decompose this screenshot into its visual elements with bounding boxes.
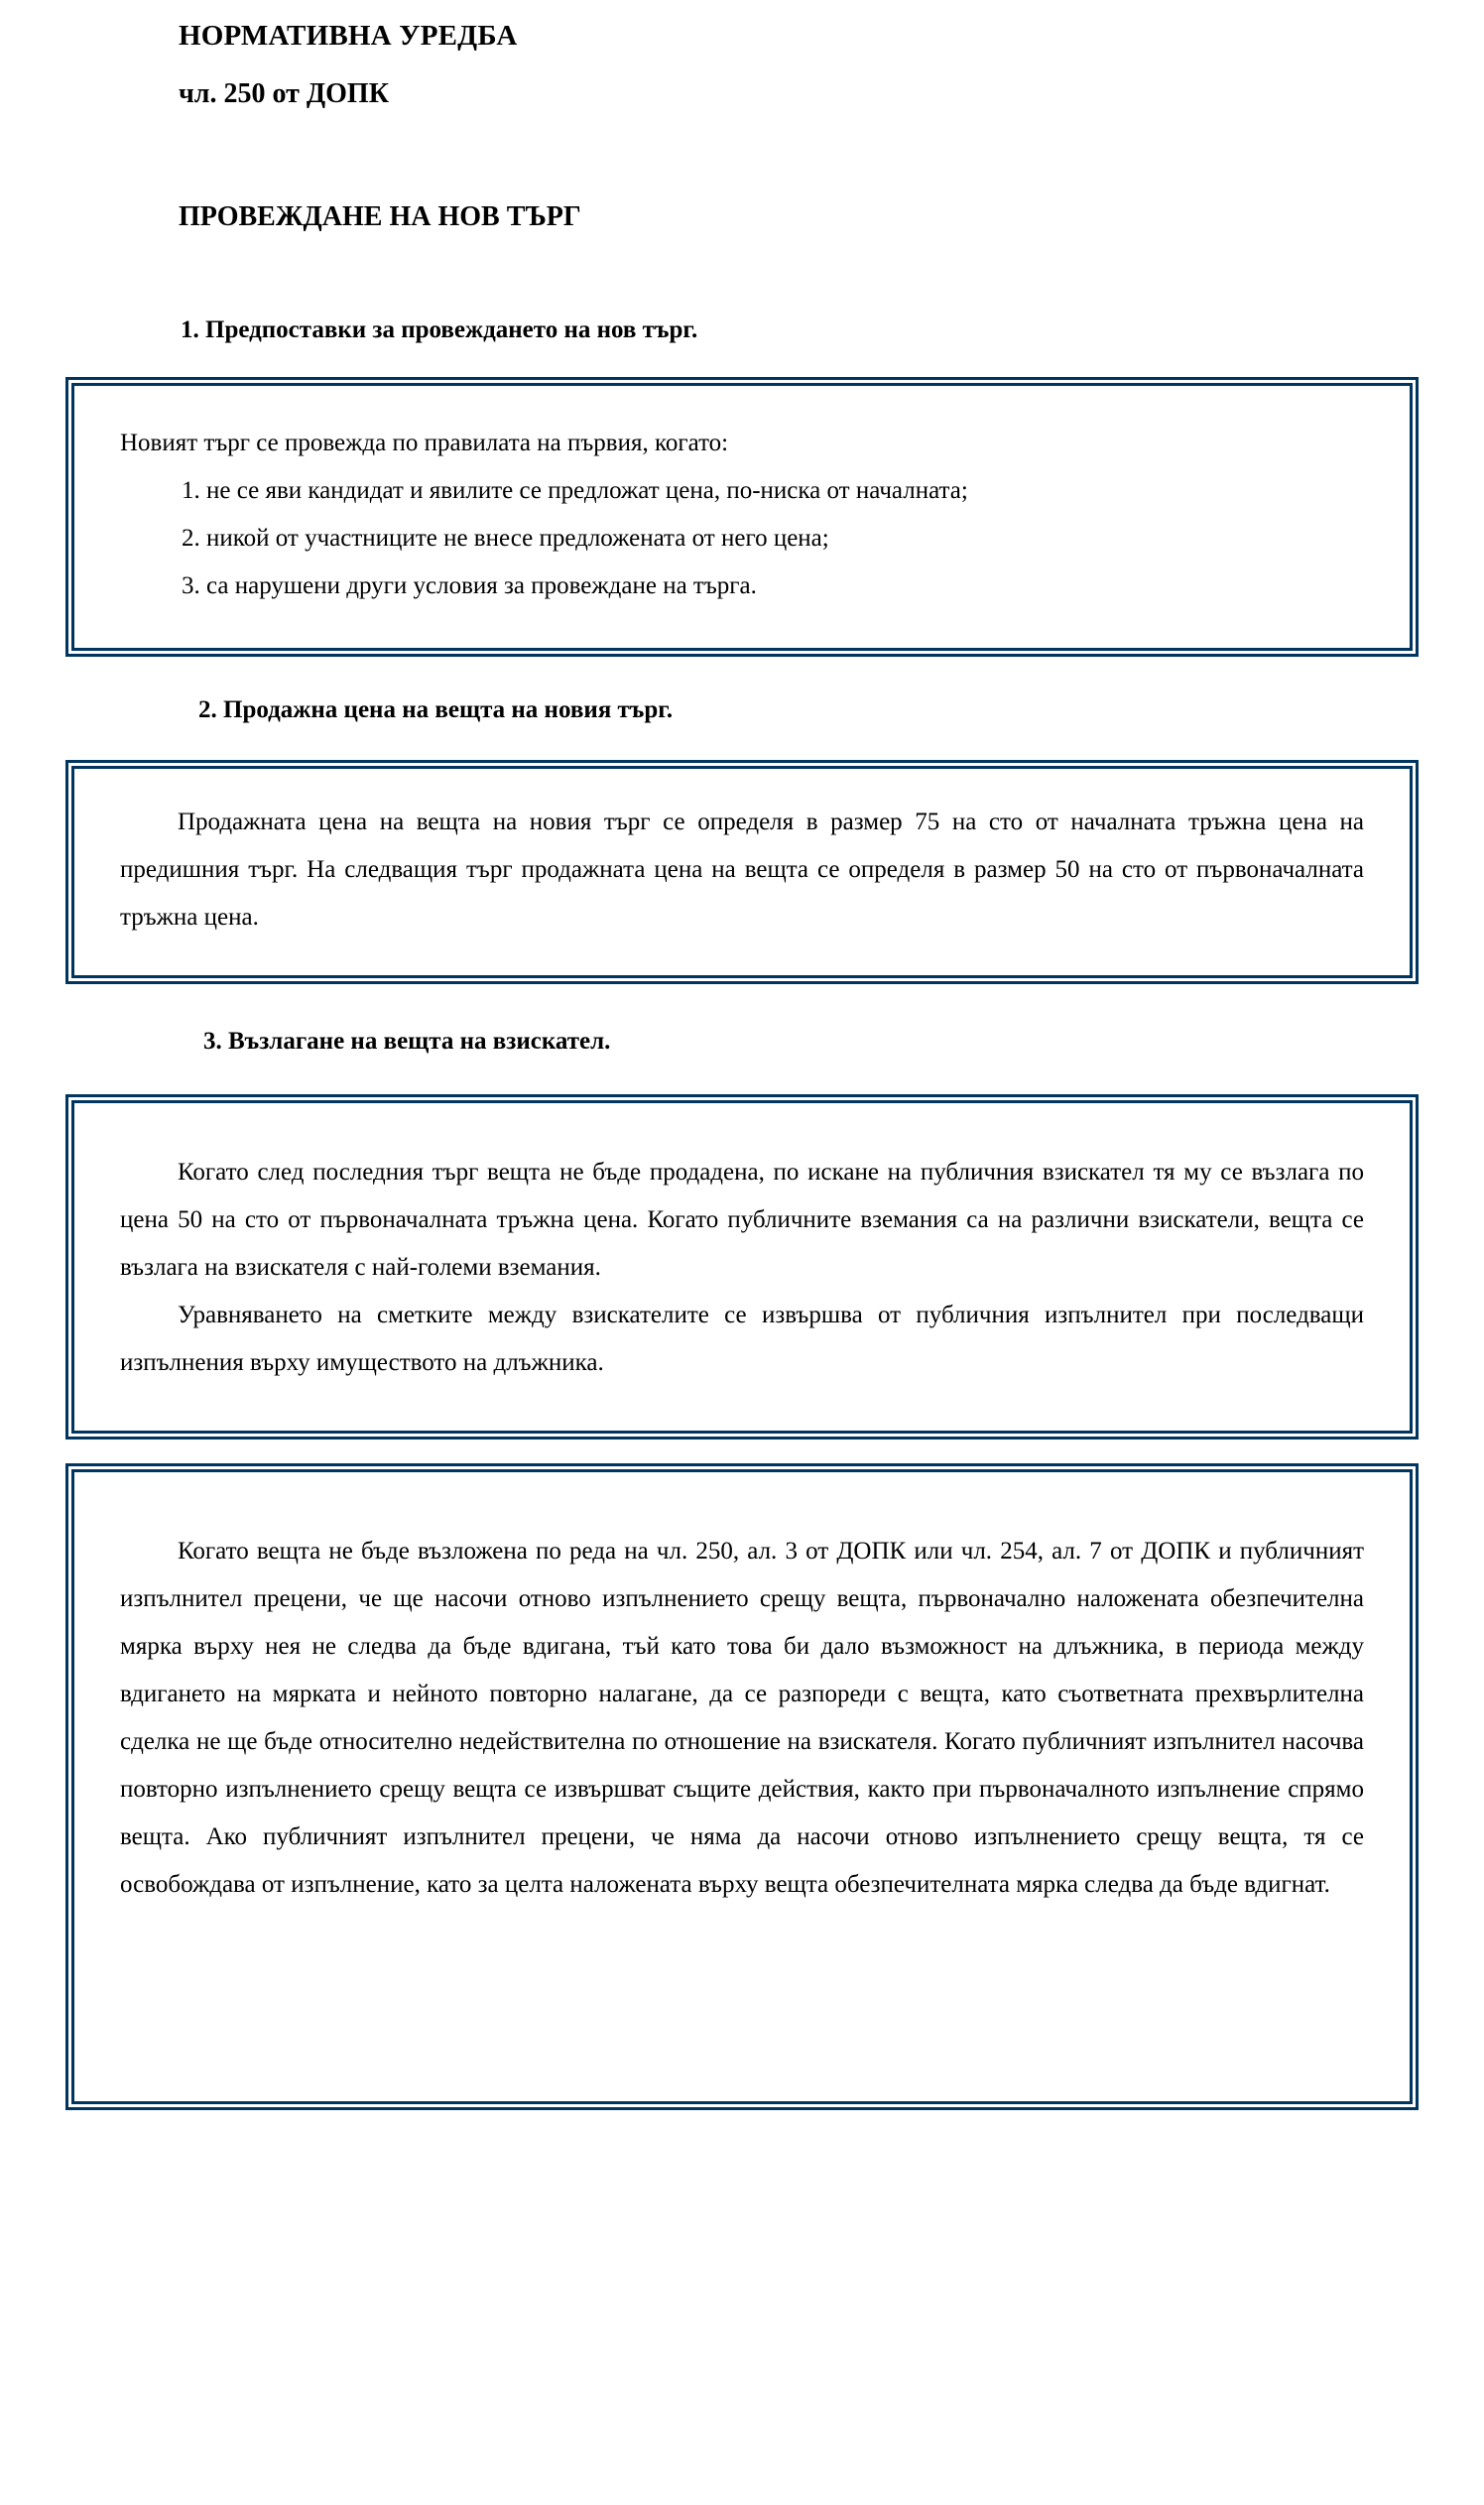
framed-box-1 bbox=[71, 383, 1413, 651]
box-wrapper-2 bbox=[0, 766, 1484, 978]
framed-box-2 bbox=[71, 766, 1413, 978]
document-subtitle: чл. 250 от ДОПК bbox=[179, 78, 390, 110]
box-1-lead-text: Новият търг се провежда по правилата на първия, когато: bbox=[120, 429, 729, 456]
box-wrapper-4 bbox=[0, 1469, 1484, 2104]
box-4-paragraph: Когато вещта не бъде възложена по реда на чл. 250, ал. 3 от ДОПК или чл. 254, ал. 7 от ДОПК и публичният изпълнител прецени, че ще насочи отново изпълнението срещу вещта, първоначално наложената обезпечителна мярка върху нея не следва да бъде вдигана, тъй като това би дало възможност на длъжника, в периода между вдигането на мярката и нейното повторно налагане, да се разпореди с вещта, като съответната прехвърлителна сделка не ще бъде относително недействителна по отношение на взискателя. Когато публичният изпълнител насочва повторно изпълнението срещу вещта се извършват същите действия, както при първоначалното изпълнение спрямо вещта. Ако публичният изпълнител прецени, че няма да насочи отново изпълнението срещу вещта, тя се освобождава от изпълнение, като за целта наложената върху вещта обезпечителната мярка следва да бъде вдигнат. bbox=[120, 1537, 1364, 1898]
section-heading-1: 1. Предпоставки за провеждането на нов търг. bbox=[181, 316, 698, 344]
box-3-paragraph: Уравняването на сметките между взискателите се извършва от публичния изпълнител при последващи изпълнения върху имуществото на длъжника. bbox=[120, 1301, 1364, 1376]
framed-box-3 bbox=[71, 1100, 1413, 1434]
box-3-paragraph: Когато след последния търг вещта не бъде продадена, по искане на публичния взискател тя му се възлага по цена 50 на сто от първоначалната тръжна цена. Когато публичните вземания са на различни взискатели, вещта се възлага на взискателя с най-големи вземания. bbox=[120, 1158, 1364, 1281]
section-heading-3: 3. Възлагане на вещта на взискател. bbox=[203, 1028, 611, 1056]
list-item: 2. никой от участниците не внесе предложената от него цена; bbox=[182, 524, 829, 552]
list-item: 3. са нарушени други условия за провеждане на търга. bbox=[182, 571, 757, 599]
box-wrapper-3 bbox=[0, 1100, 1484, 1434]
main-heading: ПРОВЕЖДАНЕ НА НОВ ТЪРГ bbox=[179, 200, 581, 232]
framed-box-4 bbox=[71, 1469, 1413, 2104]
section-heading-2: 2. Продажна цена на вещта на новия търг. bbox=[198, 695, 674, 723]
box-2-paragraph: Продажната цена на вещта на новия търг се определя в размер 75 на сто от началната тръжна цена на предишния търг. На следващия търг продажната цена на вещта се определя в размер 50 на сто от първоначалната тръжна цена. bbox=[120, 809, 1364, 932]
list-item: 1. не се яви кандидат и явилите се предложат цена, по-ниска от началната; bbox=[182, 476, 968, 504]
document-title: НОРМАТИВНА УРЕДБА bbox=[179, 20, 518, 52]
box-wrapper-1 bbox=[0, 383, 1484, 651]
